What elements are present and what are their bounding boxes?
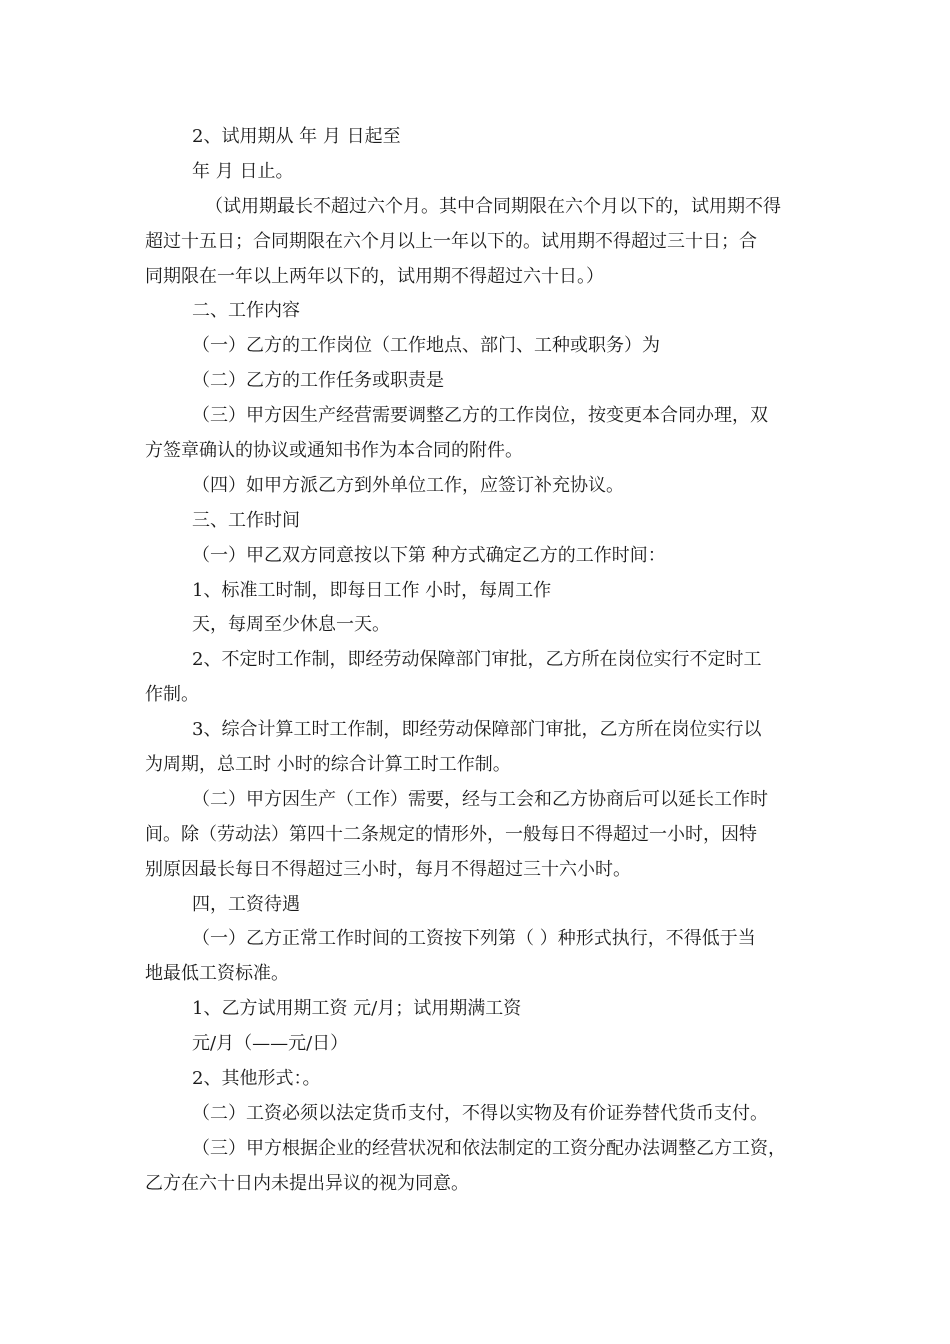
section-heading: 四，工资待遇	[192, 893, 300, 915]
paragraph-line: （试用期最长不超过六个月。其中合同期限在六个月以下的，试用期不得	[205, 195, 781, 217]
paragraph-line: 1、乙方试用期工资 元/月；试用期满工资	[192, 998, 522, 1020]
paragraph-line: 超过十五日；合同期限在六个月以上一年以下的。试用期不得超过三十日；合	[145, 230, 757, 252]
paragraph-line: 作制。	[145, 684, 199, 706]
paragraph-line: 2、其他形式：。	[192, 1068, 321, 1090]
paragraph-line: 2、不定时工作制，即经劳动保障部门审批，乙方所在岗位实行不定时工	[192, 649, 762, 671]
paragraph-line: （二）甲方因生产（工作）需要，经与工会和乙方协商后可以延长工作时	[192, 788, 768, 810]
paragraph-line: （四）如甲方派乙方到外单位工作，应签订补充协议。	[192, 474, 624, 496]
paragraph-line: （三）甲方因生产经营需要调整乙方的工作岗位，按变更本合同办理，双	[192, 405, 768, 427]
paragraph-line: 3、综合计算工时工作制，即经劳动保障部门审批，乙方所在岗位实行以	[192, 719, 762, 741]
paragraph-line: 2、试用期从 年 月 日起至	[192, 126, 401, 147]
paragraph-line: 天，每周至少休息一天。	[192, 614, 390, 636]
paragraph-line: （三）甲方根据企业的经营状况和依法制定的工资分配办法调整乙方工资，	[192, 1137, 786, 1159]
paragraph-line: （二）乙方的工作任务或职责是	[192, 370, 444, 392]
paragraph-line: 为周期，总工时 小时的综合计算工时工作制。	[145, 754, 511, 776]
paragraph-line: 乙方在六十日内未提出异议的视为同意。	[145, 1172, 469, 1194]
paragraph-line: 地最低工资标准。	[145, 963, 289, 985]
paragraph-line: （二）工资必须以法定货币支付，不得以实物及有价证券替代货币支付。	[192, 1102, 768, 1124]
paragraph-line: （一）甲乙双方同意按以下第 种方式确定乙方的工作时间：	[192, 544, 666, 566]
paragraph-line: 1、标准工时制，即每日工作 小时，每周工作	[192, 579, 552, 601]
paragraph-line: （一）乙方的工作岗位（工作地点、部门、工种或职务）为	[192, 335, 660, 357]
paragraph-line: 同期限在一年以上两年以下的，试用期不得超过六十日。）	[145, 265, 604, 287]
paragraph-line: 别原因最长每日不得超过三小时，每月不得超过三十六小时。	[145, 858, 631, 880]
paragraph-line: 间。除（劳动法）第四十二条规定的情形外，一般每日不得超过一小时，因特	[145, 823, 757, 845]
document-body	[145, 120, 810, 1202]
section-heading: 二、工作内容	[192, 300, 300, 322]
section-heading: 三、工作时间	[192, 509, 300, 531]
paragraph-line: 年 月 日止。	[192, 160, 294, 182]
paragraph-line: 方签章确认的协议或通知书作为本合同的附件。	[145, 440, 523, 462]
paragraph-line: 元/月（——元/日）	[192, 1033, 349, 1055]
paragraph-line: （一）乙方正常工作时间的工资按下列第（ ）种形式执行，不得低于当	[192, 928, 756, 950]
